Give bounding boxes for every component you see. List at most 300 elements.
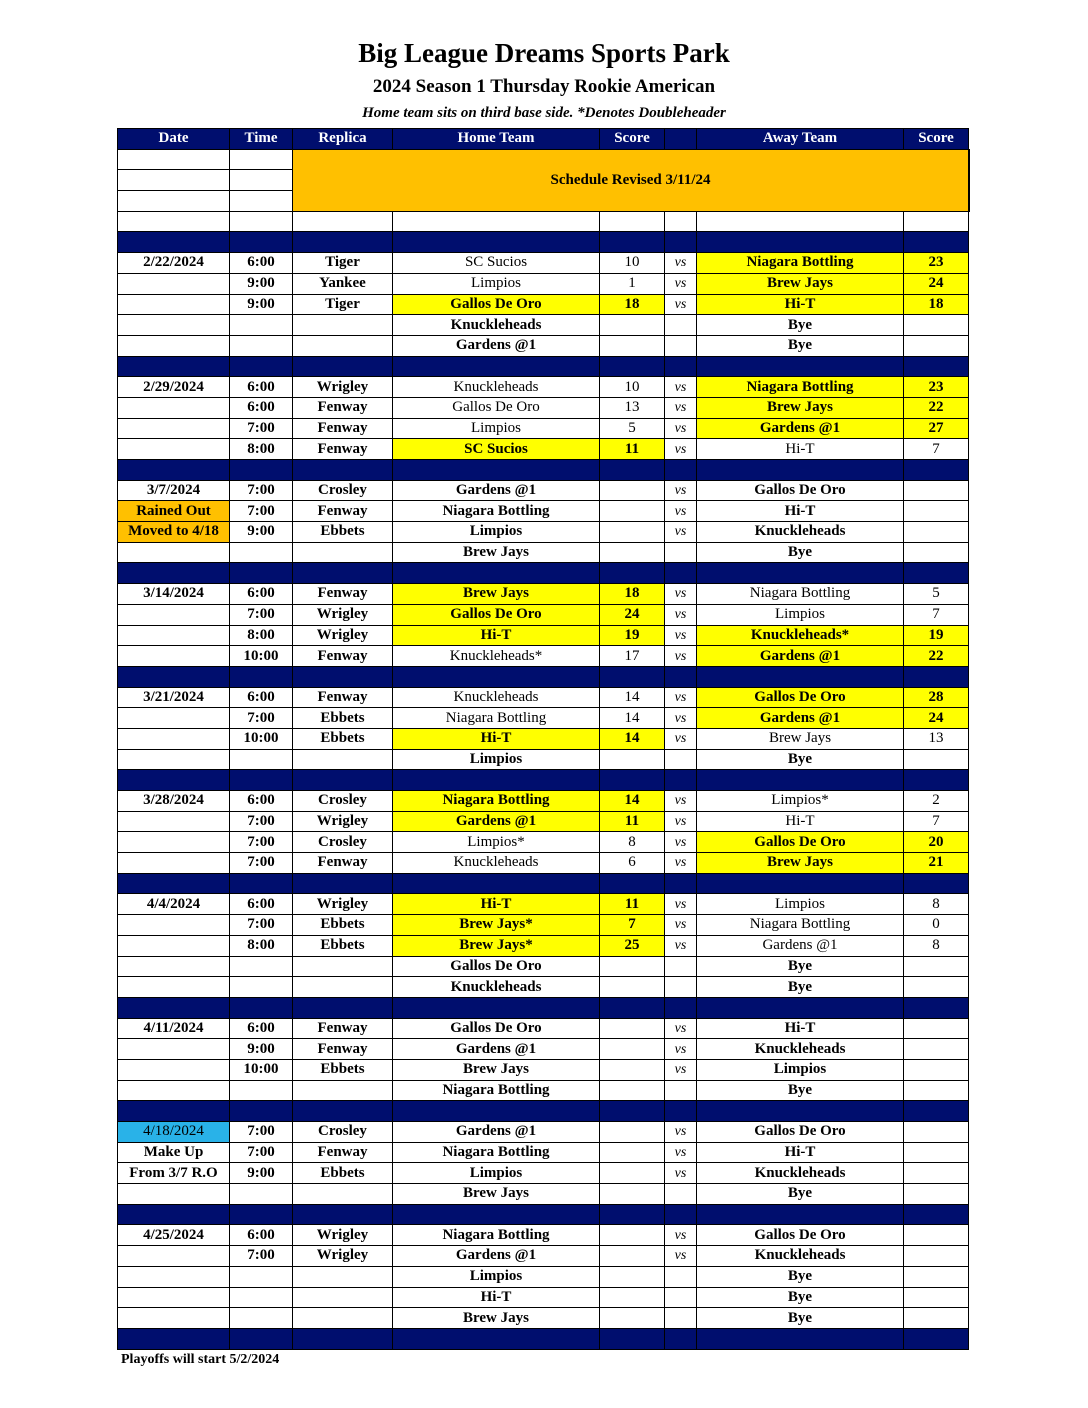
game-row xyxy=(118,1080,970,1101)
vs-label: vs xyxy=(665,377,697,398)
game-time xyxy=(230,1266,293,1287)
home-team: Knuckleheads xyxy=(393,315,600,336)
vs-label xyxy=(665,542,697,563)
away-score xyxy=(904,1080,969,1101)
game-row xyxy=(118,1266,970,1287)
game-date: From 3/7 R.O xyxy=(118,1163,230,1184)
game-time: 9:00 xyxy=(230,294,293,315)
vs-label: vs xyxy=(665,522,697,543)
away-team: Hi-T xyxy=(697,1142,904,1163)
game-row xyxy=(118,791,970,812)
away-team: Niagara Bottling xyxy=(697,377,904,398)
game-date xyxy=(118,315,230,336)
home-team: Knuckleheads xyxy=(393,853,600,874)
away-team: Knuckleheads xyxy=(697,1163,904,1184)
game-time xyxy=(230,956,293,977)
game-row xyxy=(118,397,970,418)
home-score: 25 xyxy=(600,935,665,956)
game-row xyxy=(118,832,970,853)
away-score xyxy=(904,1163,969,1184)
home-score: 7 xyxy=(600,915,665,936)
game-time: 10:00 xyxy=(230,1059,293,1080)
col-replica: Replica xyxy=(293,129,393,150)
away-team: Bye xyxy=(697,335,904,356)
home-score xyxy=(600,1142,665,1163)
home-score: 18 xyxy=(600,294,665,315)
game-time xyxy=(230,315,293,336)
away-team: Niagara Bottling xyxy=(697,584,904,605)
game-date: Rained Out xyxy=(118,501,230,522)
vs-label xyxy=(665,1080,697,1101)
vs-label: vs xyxy=(665,935,697,956)
game-date: 4/25/2024 xyxy=(118,1225,230,1246)
game-date xyxy=(118,853,230,874)
game-row xyxy=(118,915,970,936)
away-team: Brew Jays xyxy=(697,273,904,294)
away-team: Gallos De Oro xyxy=(697,832,904,853)
away-team: Hi-T xyxy=(697,811,904,832)
game-date xyxy=(118,832,230,853)
away-score xyxy=(904,1142,969,1163)
game-date xyxy=(118,1184,230,1205)
game-field xyxy=(293,1287,393,1308)
home-score xyxy=(600,1308,665,1329)
vs-label xyxy=(665,977,697,998)
away-team: Gardens @1 xyxy=(697,418,904,439)
game-row xyxy=(118,584,970,605)
game-row xyxy=(118,522,970,543)
game-time: 7:00 xyxy=(230,1122,293,1143)
game-date xyxy=(118,625,230,646)
game-date: 3/14/2024 xyxy=(118,584,230,605)
game-row xyxy=(118,1225,970,1246)
home-score xyxy=(600,1018,665,1039)
vs-label: vs xyxy=(665,397,697,418)
game-field: Fenway xyxy=(293,1018,393,1039)
game-field: Wrigley xyxy=(293,1225,393,1246)
game-date xyxy=(118,811,230,832)
game-time: 9:00 xyxy=(230,273,293,294)
vs-label: vs xyxy=(665,273,697,294)
away-team: Hi-T xyxy=(697,439,904,460)
game-row xyxy=(118,335,970,356)
home-team: Limpios xyxy=(393,749,600,770)
game-date xyxy=(118,977,230,998)
header-note: Home team sits on third base side. *Denotes Doubleheader xyxy=(362,105,726,121)
away-team: Gardens @1 xyxy=(697,708,904,729)
game-row xyxy=(118,294,970,315)
header-row xyxy=(118,129,970,150)
game-time: 6:00 xyxy=(230,253,293,274)
game-date xyxy=(118,604,230,625)
game-field: Ebbets xyxy=(293,708,393,729)
home-score: 10 xyxy=(600,377,665,398)
vs-label: vs xyxy=(665,1163,697,1184)
game-row xyxy=(118,853,970,874)
vs-label: vs xyxy=(665,646,697,667)
game-field: Wrigley xyxy=(293,625,393,646)
vs-label: vs xyxy=(665,1225,697,1246)
game-field: Tiger xyxy=(293,294,393,315)
home-team: Niagara Bottling xyxy=(393,708,600,729)
game-field: Tiger xyxy=(293,253,393,274)
vs-label: vs xyxy=(665,1246,697,1267)
week-separator xyxy=(118,666,970,687)
vs-label: vs xyxy=(665,253,697,274)
game-time: 7:00 xyxy=(230,480,293,501)
game-date: 2/22/2024 xyxy=(118,253,230,274)
home-score: 1 xyxy=(600,273,665,294)
game-row xyxy=(118,646,970,667)
away-team: Bye xyxy=(697,749,904,770)
game-time xyxy=(230,542,293,563)
away-score: 7 xyxy=(904,604,969,625)
home-score: 6 xyxy=(600,853,665,874)
vs-label xyxy=(665,956,697,977)
home-team: Gardens @1 xyxy=(393,1039,600,1060)
vs-label: vs xyxy=(665,832,697,853)
home-score xyxy=(600,1287,665,1308)
home-score: 14 xyxy=(600,791,665,812)
game-field: Wrigley xyxy=(293,1246,393,1267)
schedule-table xyxy=(117,128,970,1350)
game-time: 7:00 xyxy=(230,811,293,832)
away-team: Limpios* xyxy=(697,791,904,812)
home-score: 17 xyxy=(600,646,665,667)
vs-label xyxy=(665,749,697,770)
away-score: 7 xyxy=(904,811,969,832)
vs-label: vs xyxy=(665,811,697,832)
away-score: 8 xyxy=(904,935,969,956)
vs-label: vs xyxy=(665,1018,697,1039)
game-time: 10:00 xyxy=(230,728,293,749)
home-team: Brew Jays* xyxy=(393,915,600,936)
game-date: 4/11/2024 xyxy=(118,1018,230,1039)
vs-label: vs xyxy=(665,1039,697,1060)
game-date xyxy=(118,439,230,460)
home-score xyxy=(600,1080,665,1101)
away-team: Knuckleheads xyxy=(697,1039,904,1060)
home-team: Limpios* xyxy=(393,832,600,853)
game-field xyxy=(293,335,393,356)
game-field xyxy=(293,956,393,977)
away-team: Knuckleheads* xyxy=(697,625,904,646)
home-team: Gardens @1 xyxy=(393,480,600,501)
away-team: Knuckleheads xyxy=(697,522,904,543)
game-date xyxy=(118,708,230,729)
playoffs-note: Playoffs will start 5/2/2024 xyxy=(121,1352,280,1367)
game-row xyxy=(118,687,970,708)
vs-label xyxy=(665,1308,697,1329)
away-team: Niagara Bottling xyxy=(697,253,904,274)
game-field: Crosley xyxy=(293,1122,393,1143)
game-date xyxy=(118,1266,230,1287)
away-team: Knuckleheads xyxy=(697,1246,904,1267)
away-score xyxy=(904,501,969,522)
game-row xyxy=(118,1059,970,1080)
home-score: 14 xyxy=(600,728,665,749)
home-score xyxy=(600,542,665,563)
vs-label xyxy=(665,335,697,356)
game-field: Ebbets xyxy=(293,1059,393,1080)
away-team: Bye xyxy=(697,1266,904,1287)
game-row xyxy=(118,625,970,646)
home-team: Gardens @1 xyxy=(393,335,600,356)
game-date xyxy=(118,956,230,977)
game-time: 6:00 xyxy=(230,894,293,915)
game-date xyxy=(118,1039,230,1060)
game-time: 8:00 xyxy=(230,935,293,956)
vs-label: vs xyxy=(665,915,697,936)
game-date xyxy=(118,294,230,315)
game-field xyxy=(293,1080,393,1101)
home-team: SC Sucios xyxy=(393,439,600,460)
home-team: Hi-T xyxy=(393,728,600,749)
home-score: 10 xyxy=(600,253,665,274)
game-time xyxy=(230,977,293,998)
game-field: Wrigley xyxy=(293,811,393,832)
game-field: Fenway xyxy=(293,501,393,522)
away-score xyxy=(904,1059,969,1080)
home-team: Gardens @1 xyxy=(393,1122,600,1143)
game-time: 9:00 xyxy=(230,522,293,543)
game-date xyxy=(118,397,230,418)
home-score: 5 xyxy=(600,418,665,439)
home-score: 11 xyxy=(600,439,665,460)
game-date xyxy=(118,542,230,563)
vs-label: vs xyxy=(665,1122,697,1143)
game-field: Crosley xyxy=(293,480,393,501)
game-time: 7:00 xyxy=(230,708,293,729)
col-vs xyxy=(665,129,697,150)
game-date xyxy=(118,915,230,936)
home-score xyxy=(600,1246,665,1267)
game-time: 7:00 xyxy=(230,915,293,936)
home-score xyxy=(600,1122,665,1143)
game-field: Ebbets xyxy=(293,915,393,936)
home-team: Brew Jays xyxy=(393,584,600,605)
game-row xyxy=(118,1122,970,1143)
away-team: Bye xyxy=(697,1308,904,1329)
vs-label: vs xyxy=(665,791,697,812)
game-row xyxy=(118,894,970,915)
game-date xyxy=(118,646,230,667)
blank-row xyxy=(118,211,970,232)
game-date xyxy=(118,1246,230,1267)
home-team: Niagara Bottling xyxy=(393,1225,600,1246)
away-team: Gallos De Oro xyxy=(697,480,904,501)
game-time: 7:00 xyxy=(230,604,293,625)
game-date xyxy=(118,749,230,770)
game-field xyxy=(293,977,393,998)
home-team: Knuckleheads xyxy=(393,377,600,398)
home-team: Gallos De Oro xyxy=(393,397,600,418)
away-team: Brew Jays xyxy=(697,728,904,749)
game-time: 10:00 xyxy=(230,646,293,667)
week-separator xyxy=(118,1101,970,1122)
blank-row xyxy=(118,149,970,170)
game-row xyxy=(118,1039,970,1060)
away-score: 20 xyxy=(904,832,969,853)
col-away-score: Score xyxy=(904,129,969,150)
away-score xyxy=(904,1122,969,1143)
game-time xyxy=(230,1308,293,1329)
game-field: Fenway xyxy=(293,1039,393,1060)
away-team: Niagara Bottling xyxy=(697,915,904,936)
vs-label xyxy=(665,315,697,336)
home-score xyxy=(600,1266,665,1287)
vs-label: vs xyxy=(665,625,697,646)
game-field: Fenway xyxy=(293,853,393,874)
away-score: 13 xyxy=(904,728,969,749)
week-separator xyxy=(118,1204,970,1225)
away-score: 18 xyxy=(904,294,969,315)
game-date xyxy=(118,1308,230,1329)
game-date xyxy=(118,418,230,439)
game-row xyxy=(118,1246,970,1267)
game-time: 7:00 xyxy=(230,832,293,853)
vs-label: vs xyxy=(665,439,697,460)
home-team: Niagara Bottling xyxy=(393,501,600,522)
game-row xyxy=(118,418,970,439)
col-date: Date xyxy=(118,129,230,150)
game-row xyxy=(118,273,970,294)
game-time: 9:00 xyxy=(230,1163,293,1184)
away-team: Bye xyxy=(697,956,904,977)
game-time: 6:00 xyxy=(230,791,293,812)
game-time: 7:00 xyxy=(230,1246,293,1267)
col-time: Time xyxy=(230,129,293,150)
game-time: 6:00 xyxy=(230,584,293,605)
away-score xyxy=(904,522,969,543)
home-score xyxy=(600,1163,665,1184)
game-time: 7:00 xyxy=(230,1142,293,1163)
away-team: Gallos De Oro xyxy=(697,1225,904,1246)
home-team: Gallos De Oro xyxy=(393,294,600,315)
game-time xyxy=(230,1080,293,1101)
away-team: Gallos De Oro xyxy=(697,687,904,708)
home-team: Limpios xyxy=(393,522,600,543)
vs-label: vs xyxy=(665,501,697,522)
away-score xyxy=(904,956,969,977)
game-time: 7:00 xyxy=(230,853,293,874)
game-field xyxy=(293,1184,393,1205)
game-field: Wrigley xyxy=(293,894,393,915)
game-time: 8:00 xyxy=(230,439,293,460)
away-score xyxy=(904,977,969,998)
home-team: Niagara Bottling xyxy=(393,1080,600,1101)
away-score xyxy=(904,335,969,356)
page-subtitle: 2024 Season 1 Thursday Rookie American xyxy=(372,76,716,97)
away-score: 22 xyxy=(904,397,969,418)
vs-label: vs xyxy=(665,1059,697,1080)
home-score xyxy=(600,480,665,501)
game-time: 6:00 xyxy=(230,1018,293,1039)
home-team: Knuckleheads xyxy=(393,977,600,998)
game-row xyxy=(118,811,970,832)
game-field xyxy=(293,749,393,770)
away-team: Gardens @1 xyxy=(697,646,904,667)
game-row xyxy=(118,1287,970,1308)
page-title: Big League Dreams Sports Park xyxy=(358,38,730,68)
col-away-team: Away Team xyxy=(697,129,904,150)
away-team: Limpios xyxy=(697,894,904,915)
week-separator xyxy=(118,563,970,584)
away-score: 19 xyxy=(904,625,969,646)
home-score: 18 xyxy=(600,584,665,605)
home-score xyxy=(600,1225,665,1246)
away-score xyxy=(904,1184,969,1205)
away-score: 8 xyxy=(904,894,969,915)
game-field xyxy=(293,1266,393,1287)
game-time xyxy=(230,749,293,770)
game-field xyxy=(293,1308,393,1329)
week-separator xyxy=(118,356,970,377)
game-row xyxy=(118,501,970,522)
away-team: Gardens @1 xyxy=(697,935,904,956)
game-time xyxy=(230,335,293,356)
home-score xyxy=(600,1184,665,1205)
away-score xyxy=(904,1225,969,1246)
game-field: Fenway xyxy=(293,397,393,418)
home-team: Limpios xyxy=(393,1266,600,1287)
game-row xyxy=(118,935,970,956)
vs-label: vs xyxy=(665,853,697,874)
vs-label: vs xyxy=(665,418,697,439)
home-score xyxy=(600,977,665,998)
game-date xyxy=(118,728,230,749)
home-score: 11 xyxy=(600,894,665,915)
away-score: 24 xyxy=(904,273,969,294)
home-score xyxy=(600,749,665,770)
game-date: 3/21/2024 xyxy=(118,687,230,708)
home-score: 14 xyxy=(600,708,665,729)
away-team: Limpios xyxy=(697,1059,904,1080)
away-team: Brew Jays xyxy=(697,397,904,418)
away-score: 24 xyxy=(904,708,969,729)
away-score xyxy=(904,315,969,336)
vs-label: vs xyxy=(665,480,697,501)
game-time: 6:00 xyxy=(230,377,293,398)
game-field xyxy=(293,315,393,336)
game-date xyxy=(118,1080,230,1101)
away-score: 27 xyxy=(904,418,969,439)
game-field: Yankee xyxy=(293,273,393,294)
game-field: Fenway xyxy=(293,1142,393,1163)
game-row xyxy=(118,728,970,749)
game-row xyxy=(118,749,970,770)
game-time: 7:00 xyxy=(230,418,293,439)
game-time: 6:00 xyxy=(230,1225,293,1246)
game-row xyxy=(118,542,970,563)
away-team: Bye xyxy=(697,315,904,336)
home-team: Brew Jays xyxy=(393,1184,600,1205)
home-score xyxy=(600,1059,665,1080)
game-row xyxy=(118,1308,970,1329)
away-score: 21 xyxy=(904,853,969,874)
vs-label xyxy=(665,1287,697,1308)
home-team: Hi-T xyxy=(393,625,600,646)
week-separator xyxy=(118,770,970,791)
game-time xyxy=(230,1184,293,1205)
game-field: Wrigley xyxy=(293,377,393,398)
game-date xyxy=(118,1287,230,1308)
home-score xyxy=(600,956,665,977)
away-score: 23 xyxy=(904,253,969,274)
game-row xyxy=(118,1142,970,1163)
away-team: Bye xyxy=(697,977,904,998)
game-row xyxy=(118,315,970,336)
